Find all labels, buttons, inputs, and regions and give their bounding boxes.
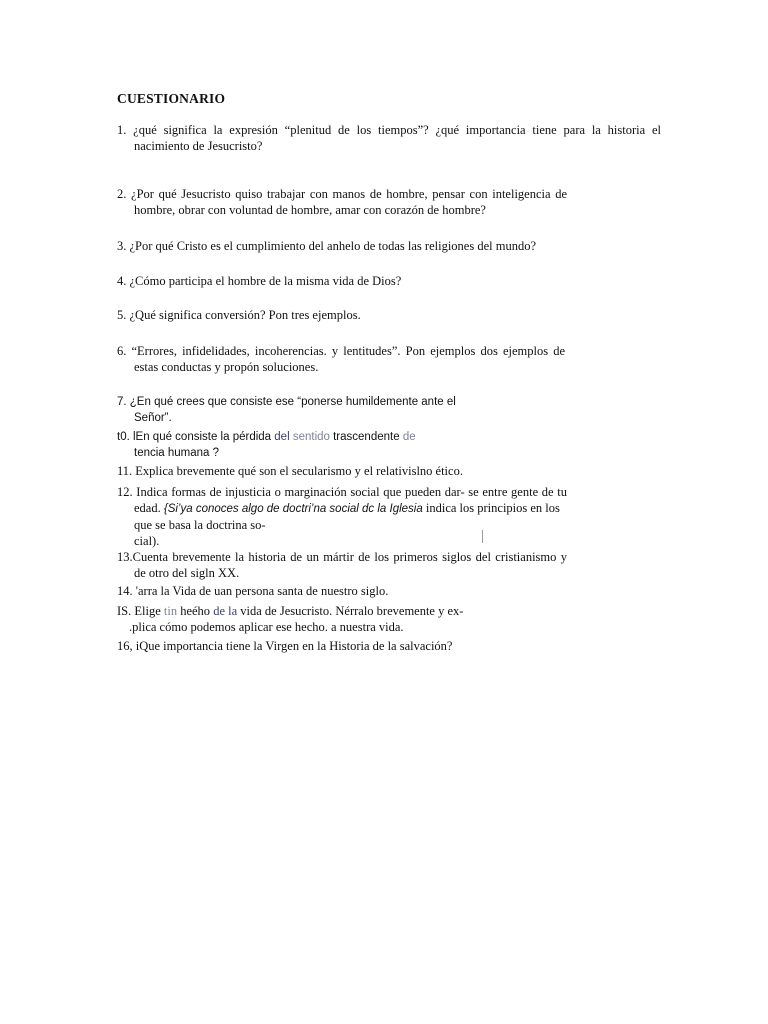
question-12-text-a: edad. bbox=[134, 501, 164, 515]
question-12-line-2 bbox=[117, 500, 567, 517]
question-13-line-1: 13.Cuenta brevemente la historia de un mártir de los primeros siglos del cristianismo y bbox=[117, 550, 567, 564]
question-11-text: 11. Explica brevemente qué son el secularismo y el relativislno ético. bbox=[117, 464, 463, 478]
question-3 bbox=[117, 238, 536, 254]
question-10 bbox=[117, 429, 416, 461]
question-2 bbox=[117, 186, 567, 218]
question-12-line-1: 12. Indica formas de injusticia o marginación social que pueden dar- se entre gente de tu bbox=[117, 485, 567, 499]
question-15-text-b: tin bbox=[163, 604, 178, 618]
question-15-text-e: vida de Jesucristo. Nérralo brevemente y ex- bbox=[237, 604, 464, 618]
question-13 bbox=[117, 549, 567, 581]
question-15-line-1 bbox=[117, 603, 463, 619]
question-15-line-2: .plica cómo podemos aplicar ese hecho. a nuestra vida. bbox=[129, 620, 404, 634]
question-10-text-a: t0. lEn qué consiste la pérdida bbox=[117, 431, 275, 443]
question-10-text-e: de bbox=[402, 431, 416, 443]
question-2-line-2: hombre, obrar con voluntad de hombre, amar con corazón de hombre? bbox=[134, 203, 486, 217]
text-cursor bbox=[482, 530, 483, 543]
question-12-text-italic: {Si’ya conoces algo de doctri’na social dc la Iglesia bbox=[163, 503, 423, 515]
question-15-text-c: heého bbox=[177, 604, 214, 618]
question-12-line-4: cial). bbox=[134, 534, 160, 548]
question-12 bbox=[117, 484, 567, 549]
question-6-line-1: 6. “Errores, infidelidades, incoherencias. y lentitudes”. Pon ejemplos dos ejemplos de bbox=[117, 344, 565, 358]
question-11 bbox=[117, 463, 463, 479]
question-15-text-a: IS. Elige bbox=[117, 604, 164, 618]
question-13-line-2: de otro del sigln XX. bbox=[134, 566, 240, 580]
question-6-line-2: estas conductas y propón soluciones. bbox=[134, 360, 319, 374]
question-10-text-c: sentido bbox=[289, 431, 330, 443]
question-14 bbox=[117, 583, 388, 599]
question-2-line-1: 2. ¿Por qué Jesucristo quiso trabajar con manos de hombre, pensar con inteligencia de bbox=[117, 187, 567, 201]
question-14-text: 14. 'arra la Vida de uan persona santa de nuestro siglo. bbox=[117, 584, 389, 598]
question-15 bbox=[117, 603, 463, 635]
question-15-text-d: de la bbox=[213, 604, 238, 618]
question-7-line-1: 7. ¿En qué crees que consiste ese “ponerse humildemente ante el bbox=[117, 396, 456, 408]
question-16 bbox=[117, 638, 452, 654]
question-10-text-d: trascendente bbox=[329, 431, 403, 443]
question-7 bbox=[117, 394, 456, 426]
question-12-text-c: indica los principios en los bbox=[422, 501, 560, 515]
question-10-line-1 bbox=[117, 429, 416, 445]
question-6 bbox=[117, 343, 565, 375]
document-title: CUESTIONARIO bbox=[117, 91, 226, 106]
question-7-line-2: Señor”. bbox=[134, 412, 172, 424]
question-12-line-3: que se basa la doctrina so- bbox=[134, 518, 266, 532]
question-5 bbox=[117, 307, 361, 323]
question-16-text: 16, iQue importancia tiene la Virgen en la Historia de la salvación? bbox=[117, 639, 453, 653]
question-10-text-b: del bbox=[274, 431, 290, 443]
question-5-text: 5. ¿Qué significa conversión? Pon tres ejemplos. bbox=[117, 308, 361, 322]
question-4-text: 4. ¿Cómo participa el hombre de la misma vida de Dios? bbox=[117, 274, 402, 288]
question-1-line-2: nacimiento de Jesucristo? bbox=[134, 139, 263, 153]
question-1 bbox=[117, 122, 661, 154]
question-3-text: 3. ¿Por qué Cristo es el cumplimiento del anhelo de todas las religiones del mundo? bbox=[117, 239, 537, 253]
question-1-line-1: 1. ¿qué significa la expresión “plenitud de los tiempos”? ¿qué importancia tiene para la historia el bbox=[117, 123, 661, 137]
question-4 bbox=[117, 273, 401, 289]
question-10-line-2: tencia humana ? bbox=[134, 447, 220, 459]
